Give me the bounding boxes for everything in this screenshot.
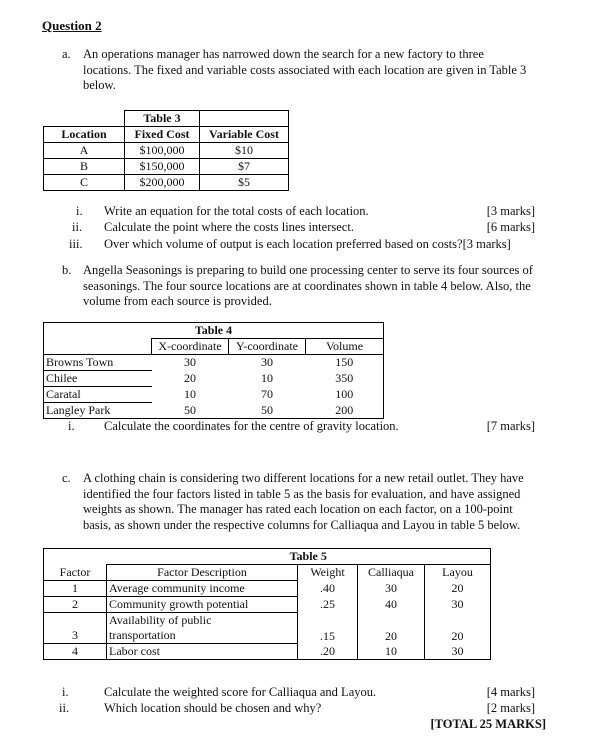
table-4-header-y: Y-coordinate [229,339,306,355]
table-5-caption [107,549,491,565]
table-row [44,597,491,613]
table-cell: 3 [44,613,107,644]
part-a-label: a. [62,47,71,61]
question-c-i-text: Calculate the weighted score for Calliaqua and Layou. [104,685,377,699]
table-cell: 10 [358,644,425,660]
table-cell: .15 [298,613,358,644]
table-cell: .40 [298,581,358,597]
part-b-line-2: seasonings. The four source locations are at coordinates shown in table 4 below. Also, the [83,278,531,293]
table-cell: $7 [200,159,289,175]
question-a-i-num: i. [76,204,83,218]
table-3-header-fixed: Fixed Cost [125,127,200,143]
table-row [44,581,491,597]
part-a-line-2: locations. The fixed and variable costs associated with each location are given in Table 3 [83,62,527,77]
table-row [44,644,491,660]
table-cell-line-2: transportation [109,628,176,642]
question-a-ii-num: ii. [72,220,83,234]
table-cell: Labor cost [107,644,298,660]
table-cell: 200 [306,403,384,419]
question-a-ii-text: Calculate the point where the costs lines intersect. [104,220,354,234]
table-cell: 150 [306,355,384,371]
table-cell: .20 [298,644,358,660]
table-cell: 70 [261,387,273,401]
table-4 [43,322,384,419]
table-cell: 2 [44,597,107,613]
part-a-line-1: An operations manager has narrowed down the search for a new factory to three [83,47,484,61]
question-b-i-num: i. [68,419,75,433]
part-b-label: b. [62,263,72,277]
question-b-i-marks: [7 marks] [486,419,535,433]
question-c-ii-num: ii. [59,701,70,715]
table-row [44,175,289,191]
total-marks: [TOTAL 25 MARKS] [430,717,546,731]
part-c-text [83,471,583,533]
table-cell: Caratal [44,387,152,403]
table-row [44,613,491,644]
question-c-i-marks: [4 marks] [486,685,535,699]
table-5-header-factor: Factor [44,565,107,581]
part-b-text [83,263,583,310]
table-cell: Average community income [107,581,298,597]
table-5-header-description: Factor Description [107,565,298,581]
table-cell: 50 [229,403,306,419]
part-b-line-3: volume from each source is provided. [83,294,272,308]
table-cell: 20 [425,581,491,597]
table-cell: 30 [425,644,491,660]
part-c-line-3: weights as shown. The manager has rated each location on each factor, on a 100-point [83,502,513,516]
table-row [44,387,384,403]
table-row [44,143,289,159]
table-3-header-variable: Variable Cost [200,127,289,143]
part-a-line-3: below. [83,78,116,92]
table-cell: 20 [184,371,196,385]
table-row [44,371,384,387]
part-b-line-1: Angella Seasonings is preparing to build one processing center to serve its four sources of [83,263,533,277]
table-cell: $10 [200,143,289,159]
table-cell: Chilee [44,371,152,387]
table-cell: 350 [306,371,384,387]
table-cell: 100 [306,387,384,403]
part-c-line-1: A clothing chain is considering two different locations for a new retail outlet. They have [83,471,524,485]
table-cell: Browns Town [44,355,152,371]
question-a-ii-marks: [6 marks] [486,220,535,234]
question-a-iii-text: Over which volume of output is each location preferred based on costs?[3 marks] [104,237,511,251]
table-cell: $200,000 [125,175,200,191]
question-a-i-text: Write an equation for the total costs of each location. [104,204,369,218]
table-cell: .25 [298,597,358,613]
question-c-ii-text: Which location should be chosen and why? [104,701,322,715]
table-cell: A [44,143,125,159]
table-cell: 20 [425,613,491,644]
table-cell: 10 [184,387,196,401]
table-5-header-calliaqua: Calliaqua [358,565,425,581]
table-5-header-weight: Weight [298,565,358,581]
table-3-caption: Table 3 [125,111,200,127]
table-cell: 30 [184,355,196,370]
table-cell: C [44,175,125,191]
table-cell: $5 [200,175,289,191]
table-row [44,403,384,419]
table-5-header-layou: Layou [425,565,491,581]
question-b-i-text: Calculate the coordinates for the centre of gravity location. [104,419,399,433]
question-c-i-num: i. [62,685,69,699]
table-cell [107,613,298,644]
part-c-label: c. [62,471,71,485]
part-c-line-4: basis, as shown under the respective columns for Calliaqua and Layou in table 5 below. [83,517,521,532]
table-cell: Community growth potential [107,597,298,613]
table-cell: 30 [425,597,491,613]
table-cell: $100,000 [125,143,200,159]
table-cell: Langley Park [44,403,152,419]
part-c-line-2: identified the four factors listed in table 5 as the basis for evaluation, and have assigned [83,486,521,501]
question-c-ii-marks: [2 marks] [486,701,535,715]
table-cell: 40 [358,597,425,613]
question-title: Question 2 [42,18,102,33]
table-4-header-x: X-coordinate [152,339,229,355]
table-cell: 10 [261,371,273,385]
question-a-iii-num: iii. [69,237,83,251]
table-4-header-volume: Volume [306,339,384,355]
table-5 [43,548,491,660]
table-cell: 50 [152,403,229,419]
table-cell: 1 [44,581,107,597]
table-cell-line-1: Availability of public [109,613,212,627]
table-3-header-location: Location [44,127,125,143]
table-cell: 4 [44,644,107,660]
table-row [44,159,289,175]
table-4-caption: Table 4 [44,323,384,339]
table-cell: 30 [261,355,273,370]
table-cell: B [44,159,125,175]
table-cell: $150,000 [125,159,200,175]
table-row [44,355,384,371]
table-3 [43,110,289,191]
table-5-caption-text: Table 5 [289,549,327,563]
question-a-i-marks: [3 marks] [486,204,535,218]
table-cell: 30 [358,581,425,597]
part-a-text [83,47,583,94]
table-cell: 20 [358,613,425,644]
